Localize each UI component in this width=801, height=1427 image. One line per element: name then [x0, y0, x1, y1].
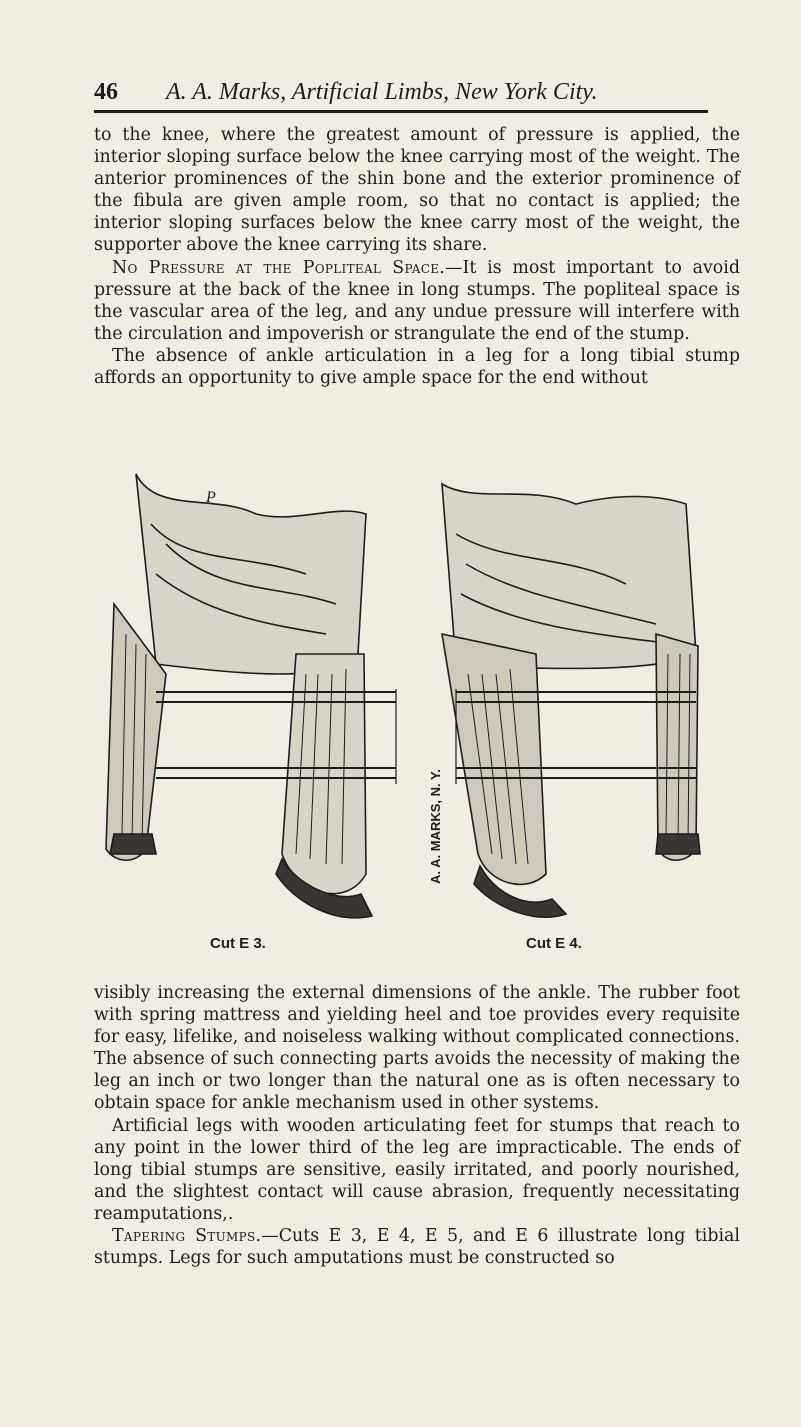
section-heading: No Pressure at the Popliteal Space.	[112, 257, 446, 278]
text-block-top	[94, 124, 740, 389]
section-heading: Tapering Stumps.	[112, 1226, 262, 1247]
paragraph	[94, 124, 740, 257]
page-number: 46	[94, 79, 118, 105]
page-header	[94, 78, 706, 106]
figure-caption-left: Cut E 3.	[210, 935, 266, 952]
paragraph	[94, 345, 740, 389]
text-block-bottom	[94, 982, 740, 1269]
figure-right-drawing	[442, 484, 700, 917]
paragraph	[94, 982, 740, 1115]
paragraph	[94, 1115, 740, 1225]
figure-left-mark: P	[206, 489, 216, 506]
paragraph	[94, 257, 740, 345]
paragraph-text: The absence of ankle articulation in a leg for a long tibial stump affords an opportunity to give ample space for the end without	[94, 345, 740, 389]
paragraph-text: visibly increasing the external dimensions of the ankle. The rubber foot with spring mattress and yielding heel and toe provides every requisite for easy, lifelike, and noiseless walking without complicated connections. The absence of such connecting parts avoids the necessity of making the leg an inch or two longer than the natural one as is often necessary to obtain space for ankle mechanism used in other systems.	[94, 983, 740, 1114]
paragraph-text: —It is most important to avoid pressure at the back of the knee in long stumps. The popliteal space is the vascular area of the leg, and any undue pressure will interfere with the circulation and impoverish or strangulate the end of the stump.	[94, 257, 740, 344]
paragraph-text: —Cuts E 3, E 4, E 5, and E 6 illustrate long tibial stumps. Legs for such amputations must be constructed so	[94, 1226, 740, 1269]
figure-left-drawing	[106, 474, 396, 918]
figure-imprint: A. A. MARKS, N. Y.	[428, 769, 443, 884]
running-head: A. A. Marks, Artificial Limbs, New York City.	[166, 79, 598, 105]
paragraph-text: Artificial legs with wooden articulating feet for stumps that reach to any point in the lower third of the leg are impracticable. The ends of long tibial stumps are sensitive, easily irritated, and poorly nourished, and the slightest contact will cause abrasion, frequently necessitating reamputations,.	[94, 1115, 740, 1224]
figure-caption-right: Cut E 4.	[526, 935, 582, 952]
paragraph-text: to the knee, where the greatest amount of pressure is applied, the interior sloping surface below the knee carrying most of the weight. The anterior prominences of the shin bone and the exterior prominence of the fibula are given ample room, so that no contact is applied; the interior sloping surfaces below the knee carry most of the weight, the supporter above the knee carrying its share.	[94, 125, 740, 256]
header-rule	[94, 110, 708, 113]
paragraph	[94, 1225, 740, 1269]
figure-illustration	[96, 454, 726, 934]
